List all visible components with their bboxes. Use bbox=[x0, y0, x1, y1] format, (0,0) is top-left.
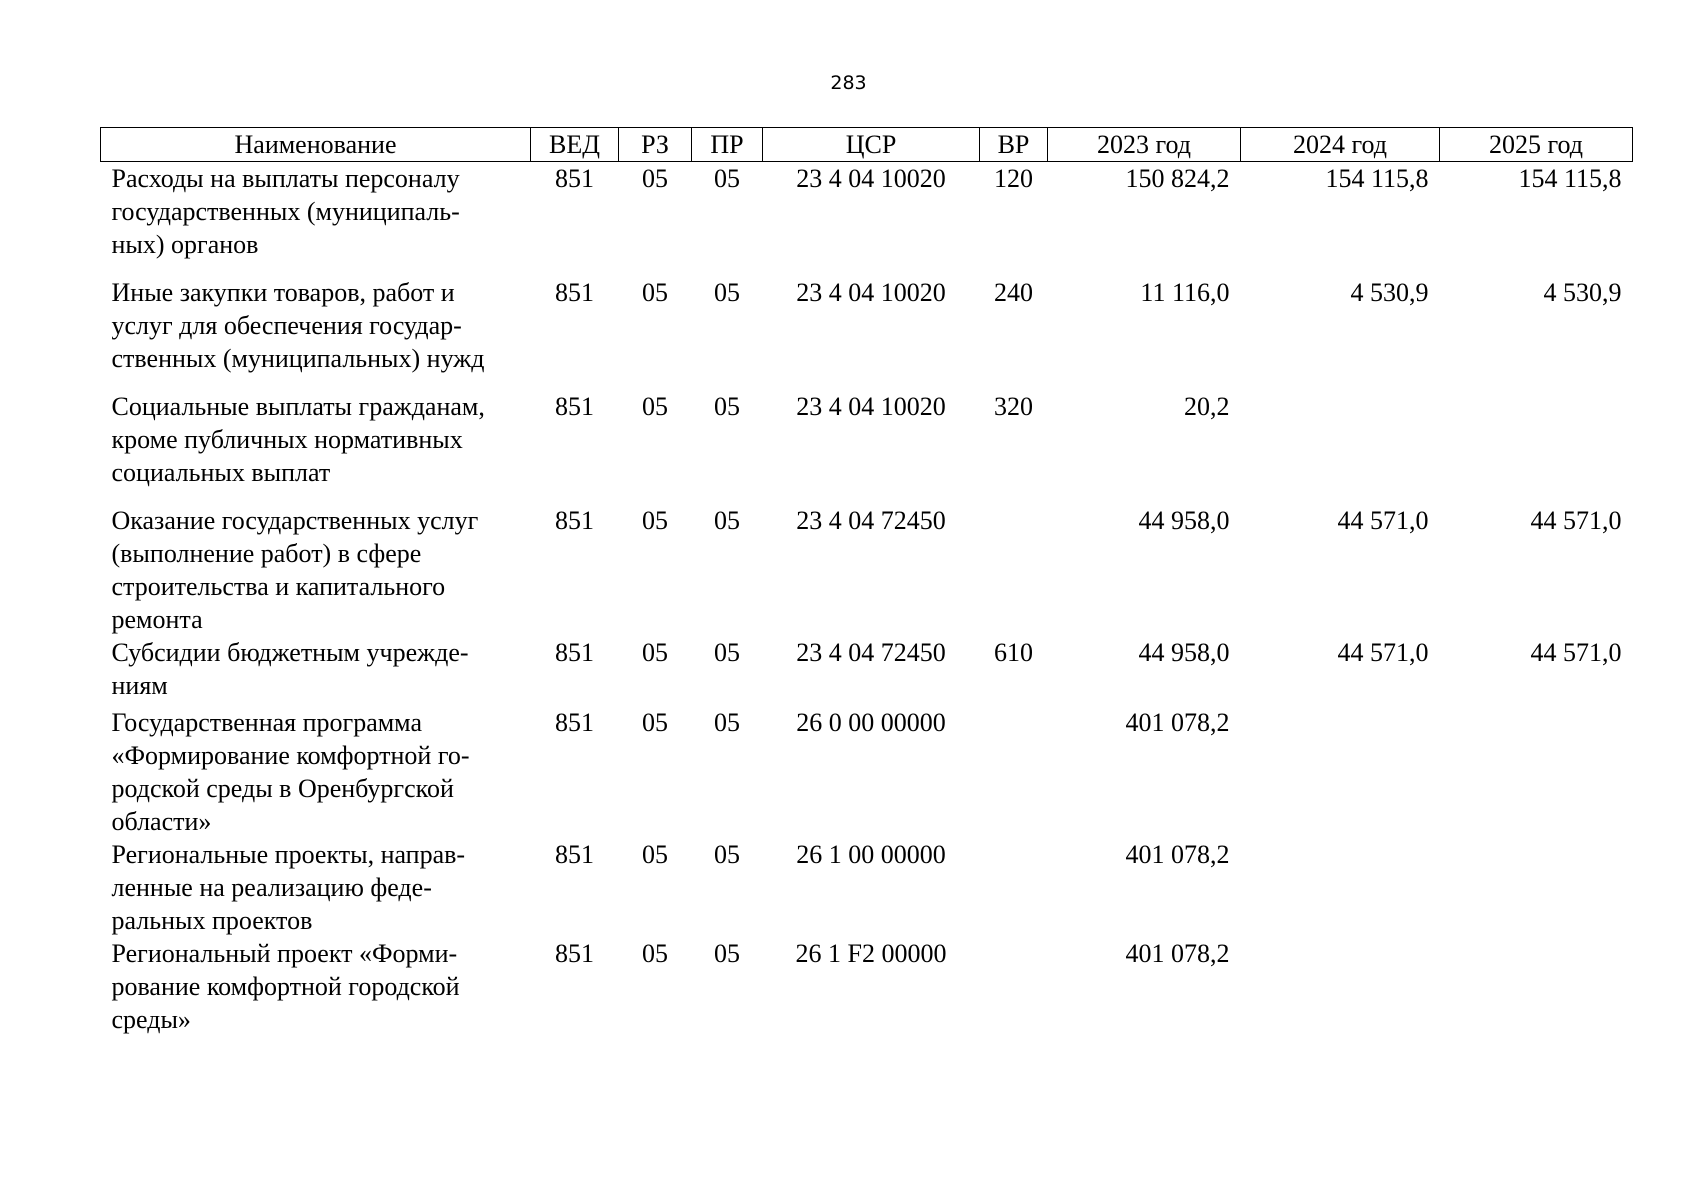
cell-2023: 20,2 bbox=[1184, 391, 1230, 421]
cell-pr: 05 bbox=[714, 707, 740, 737]
header-2024: 2024 год bbox=[1241, 128, 1440, 162]
cell-2023: 401 078,2 bbox=[1125, 938, 1230, 968]
header-row bbox=[101, 128, 1633, 162]
cell-ved: 851 bbox=[555, 277, 594, 307]
row-name bbox=[101, 706, 531, 838]
cell-rz: 05 bbox=[642, 391, 668, 421]
cell-ved: 851 bbox=[555, 164, 594, 193]
cell-vr: 610 bbox=[994, 637, 1033, 667]
cell-2024: 4 530,9 bbox=[1350, 277, 1429, 307]
budget-table bbox=[100, 127, 1633, 1036]
cell-2024 bbox=[1241, 390, 1440, 504]
cell-csr: 26 1 00 00000 bbox=[796, 839, 946, 869]
cell-ved: 851 bbox=[555, 938, 594, 968]
row-name bbox=[101, 838, 531, 937]
cell-pr: 05 bbox=[714, 164, 740, 193]
cell-rz: 05 bbox=[642, 505, 668, 535]
row-name-line: ремонта bbox=[111, 604, 203, 634]
row-name-line: ниям bbox=[111, 670, 168, 700]
cell-2025 bbox=[1440, 937, 1633, 1036]
row-name-line: государственных (муниципаль- bbox=[111, 197, 460, 226]
row-name-line: Расходы на выплаты персоналу bbox=[111, 164, 460, 193]
cell-2025 bbox=[1440, 838, 1633, 937]
cell-2024: 44 571,0 bbox=[1337, 505, 1429, 535]
cell-pr: 05 bbox=[714, 391, 740, 421]
row-name-line: Субсидии бюджетным учрежде- bbox=[111, 637, 469, 667]
row-name-line: рование комфортной городской bbox=[111, 971, 460, 1001]
cell-vr bbox=[980, 937, 1048, 1036]
cell-vr bbox=[980, 504, 1048, 636]
row-name-line: Оказание государственных услуг bbox=[111, 505, 479, 535]
cell-ved: 851 bbox=[555, 637, 594, 667]
cell-2025: 44 571,0 bbox=[1530, 637, 1622, 667]
row-name-line: Региональный проект «Форми- bbox=[111, 938, 458, 968]
row-name-line: строительства и капитального bbox=[111, 571, 446, 601]
cell-pr: 05 bbox=[714, 277, 740, 307]
row-name bbox=[101, 276, 531, 390]
cell-csr: 23 4 04 10020 bbox=[796, 164, 946, 193]
cell-ved: 851 bbox=[555, 839, 594, 869]
table-row bbox=[101, 162, 1633, 276]
table-row bbox=[101, 504, 1633, 636]
header-pr: ПР bbox=[692, 128, 763, 162]
table-row bbox=[101, 838, 1633, 937]
row-name-line: области» bbox=[111, 806, 212, 836]
cell-2025 bbox=[1440, 706, 1633, 838]
row-name bbox=[101, 636, 531, 706]
page-number: 283 bbox=[830, 72, 867, 94]
row-name bbox=[101, 504, 531, 636]
cell-2025 bbox=[1440, 390, 1633, 504]
cell-rz: 05 bbox=[642, 164, 668, 193]
table-row bbox=[101, 636, 1633, 706]
cell-csr: 26 1 F2 00000 bbox=[795, 938, 947, 968]
cell-2024 bbox=[1241, 706, 1440, 838]
cell-csr: 23 4 04 10020 bbox=[796, 277, 946, 307]
row-name bbox=[101, 162, 531, 276]
cell-rz: 05 bbox=[642, 277, 668, 307]
row-name-line: кроме публичных нормативных bbox=[111, 424, 463, 454]
cell-2023: 150 824,2 bbox=[1125, 164, 1230, 193]
cell-ved: 851 bbox=[555, 391, 594, 421]
row-name-line: Социальные выплаты гражданам, bbox=[111, 391, 485, 421]
header-csr: ЦСР bbox=[763, 128, 980, 162]
cell-csr: 23 4 04 72450 bbox=[796, 505, 946, 535]
cell-pr: 05 bbox=[714, 938, 740, 968]
cell-csr: 23 4 04 72450 bbox=[796, 637, 946, 667]
row-name-line: среды» bbox=[111, 1004, 191, 1034]
row-name-line: Региональные проекты, направ- bbox=[111, 839, 466, 869]
table-row bbox=[101, 276, 1633, 390]
row-name-line: ральных проектов bbox=[111, 905, 313, 935]
table-body bbox=[101, 162, 1633, 1036]
cell-vr: 240 bbox=[994, 277, 1033, 307]
row-name-line: социальных выплат bbox=[111, 457, 331, 487]
header-vr: ВР bbox=[980, 128, 1048, 162]
cell-pr: 05 bbox=[714, 505, 740, 535]
cell-2024: 154 115,8 bbox=[1325, 164, 1429, 193]
row-name-line: Государственная программа bbox=[111, 707, 423, 737]
cell-pr: 05 bbox=[714, 637, 740, 667]
row-name-line: родской среды в Оренбургской bbox=[111, 773, 454, 803]
header-2025: 2025 год bbox=[1440, 128, 1633, 162]
cell-rz: 05 bbox=[642, 637, 668, 667]
cell-2024 bbox=[1241, 937, 1440, 1036]
table-row bbox=[101, 390, 1633, 504]
row-name bbox=[101, 937, 531, 1036]
cell-vr bbox=[980, 838, 1048, 937]
row-name-line: услуг для обеспечения государ- bbox=[111, 310, 462, 340]
cell-pr: 05 bbox=[714, 839, 740, 869]
cell-vr: 320 bbox=[994, 391, 1033, 421]
row-name-line: ственных (муниципальных) нужд bbox=[111, 343, 485, 373]
row-name-line: Иные закупки товаров, работ и bbox=[111, 277, 455, 307]
cell-2023: 401 078,2 bbox=[1125, 839, 1230, 869]
row-name-line: (выполнение работ) в сфере bbox=[111, 538, 422, 568]
cell-2023: 401 078,2 bbox=[1125, 707, 1230, 737]
header-rz: РЗ bbox=[619, 128, 692, 162]
cell-rz: 05 bbox=[642, 707, 668, 737]
cell-csr: 26 0 00 00000 bbox=[796, 707, 946, 737]
cell-2024 bbox=[1241, 838, 1440, 937]
header-2023: 2023 год bbox=[1048, 128, 1241, 162]
cell-2024: 44 571,0 bbox=[1337, 637, 1429, 667]
row-name-line: ленные на реализацию феде- bbox=[111, 872, 432, 902]
cell-csr: 23 4 04 10020 bbox=[796, 391, 946, 421]
cell-2025: 154 115,8 bbox=[1518, 164, 1622, 193]
table-header bbox=[101, 128, 1633, 162]
cell-2025: 44 571,0 bbox=[1530, 505, 1622, 535]
cell-2023: 11 116,0 bbox=[1140, 277, 1230, 307]
cell-2023: 44 958,0 bbox=[1138, 505, 1230, 535]
header-ved: ВЕД bbox=[531, 128, 619, 162]
row-name-line: «Формирование комфортной го- bbox=[111, 740, 470, 770]
cell-ved: 851 bbox=[555, 707, 594, 737]
row-name-line: ных) органов bbox=[111, 230, 259, 259]
table-row bbox=[101, 706, 1633, 838]
header-name: Наименование bbox=[101, 128, 531, 162]
cell-ved: 851 bbox=[555, 505, 594, 535]
cell-vr bbox=[980, 706, 1048, 838]
cell-rz: 05 bbox=[642, 839, 668, 869]
cell-vr: 120 bbox=[994, 164, 1033, 193]
row-name bbox=[101, 390, 531, 504]
cell-2023: 44 958,0 bbox=[1138, 637, 1230, 667]
cell-rz: 05 bbox=[642, 938, 668, 968]
cell-2025: 4 530,9 bbox=[1543, 277, 1622, 307]
table-row bbox=[101, 937, 1633, 1036]
